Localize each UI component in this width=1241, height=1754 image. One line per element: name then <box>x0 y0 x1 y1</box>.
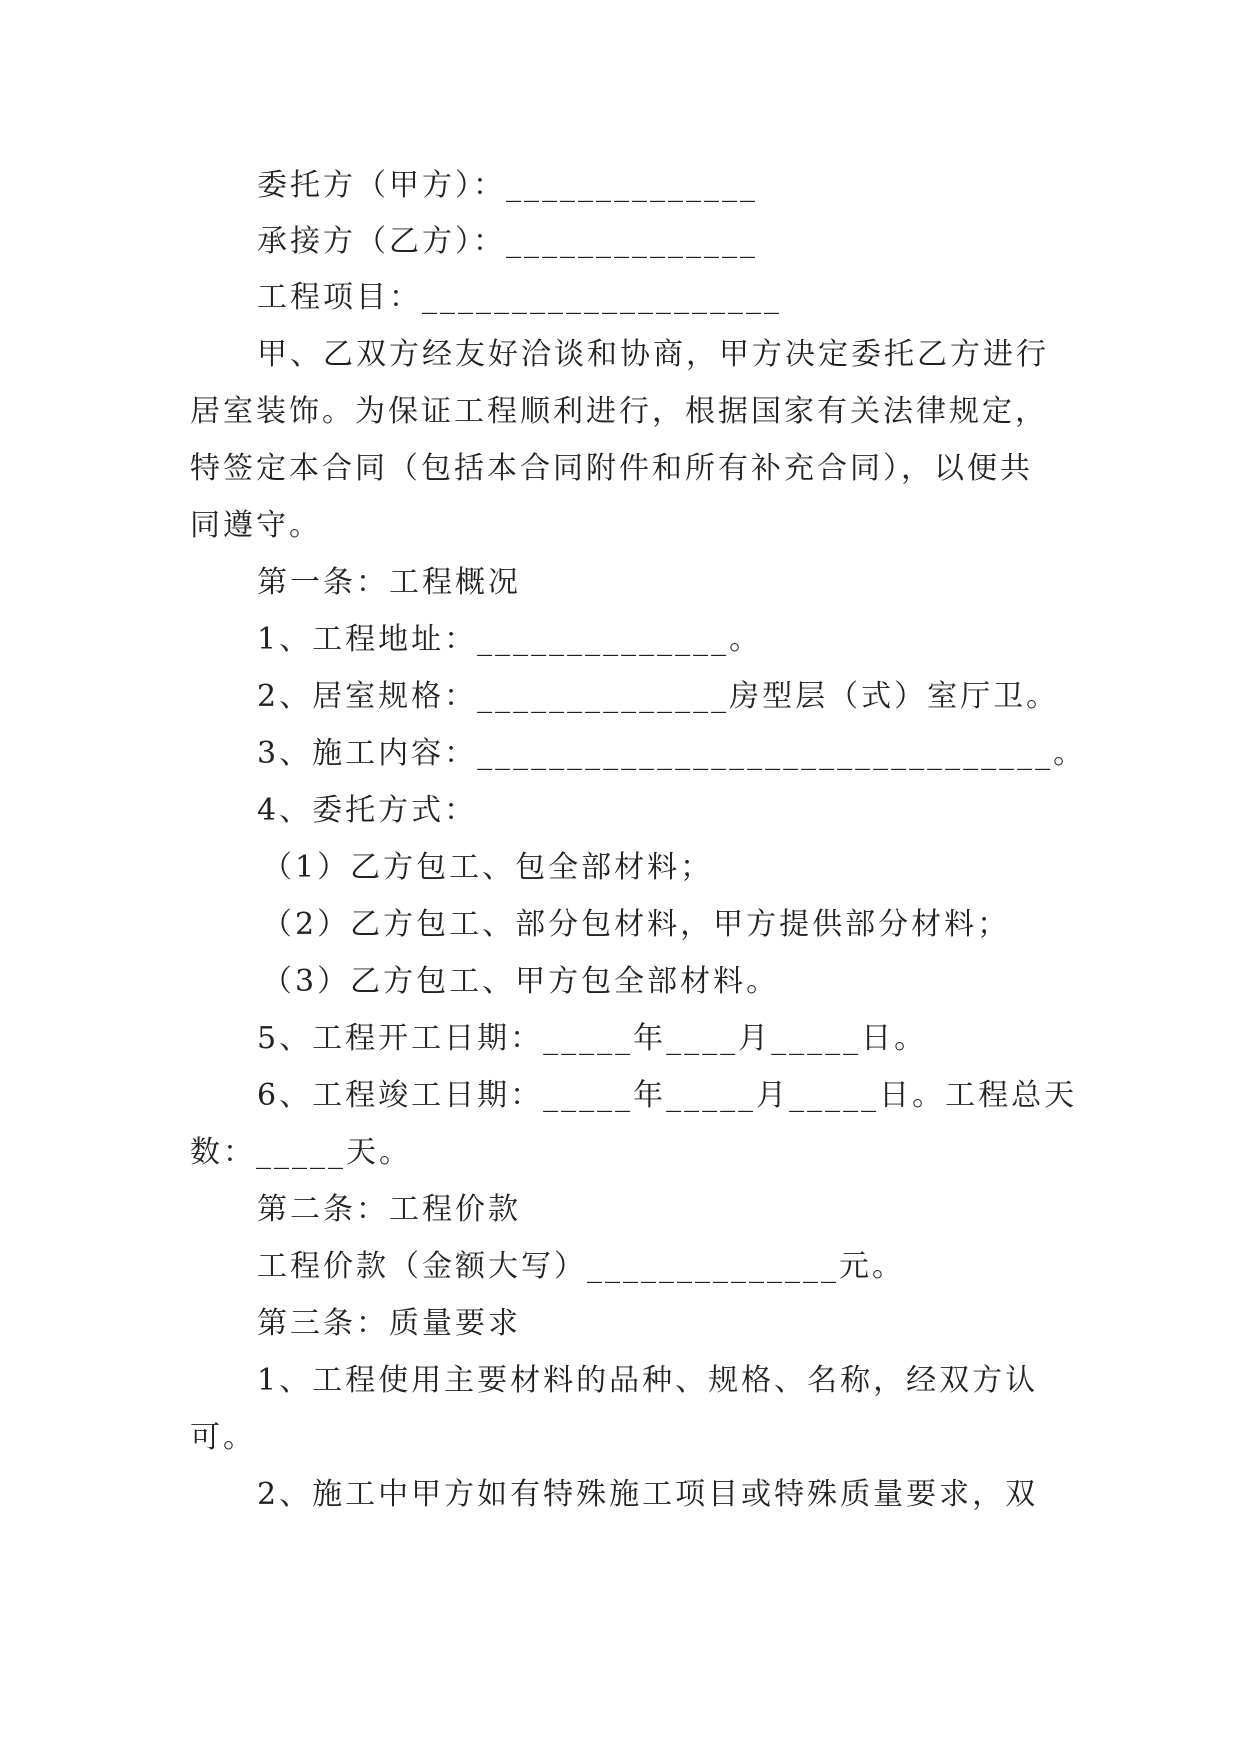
commission-option-2: （2）乙方包工、部分包材料，甲方提供部分材料； <box>262 907 1011 942</box>
intro-paragraph-line-2: 居室装饰。为保证工程顺利进行，根据国家有关法律规定， <box>190 394 1048 429</box>
intro-paragraph-line-3: 特签定本合同（包括本合同附件和所有补充合同），以便共 <box>190 451 1033 486</box>
article-2-heading: 第二条：工程价款 <box>257 1192 521 1227</box>
start-date-line: 5、工程开工日期：_____年____月_____日。 <box>257 1021 928 1056</box>
commission-option-3: （3）乙方包工、甲方包全部材料。 <box>262 964 780 999</box>
quality-item-1-line-2: 可。 <box>190 1420 256 1455</box>
client-party-line: 委托方（甲方）：______________ <box>257 168 758 203</box>
quality-item-1-line-1: 1、工程使用主要材料的品种、规格、名称，经双方认 <box>257 1363 1039 1398</box>
project-line: 工程项目：____________________ <box>257 280 782 315</box>
commission-method-line: 4、委托方式： <box>257 793 478 828</box>
construction-content-line: 3、施工内容：________________________________。 <box>257 736 1087 771</box>
contractor-party-line: 承接方（乙方）：______________ <box>257 224 758 259</box>
intro-paragraph-line-4: 同遵守。 <box>190 508 322 543</box>
intro-paragraph-line-1: 甲、乙双方经友好洽谈和协商，甲方决定委托乙方进行 <box>257 337 1049 372</box>
commission-option-1: （1）乙方包工、包全部材料； <box>262 850 714 885</box>
contract-price-line: 工程价款（金额大写）______________元。 <box>257 1249 905 1284</box>
article-3-heading: 第三条：质量要求 <box>257 1306 521 1341</box>
completion-date-line: 6、工程竣工日期：_____年_____月_____日。工程总天 <box>257 1078 1078 1113</box>
quality-item-2-line-1: 2、施工中甲方如有特殊施工项目或特殊质量要求，双 <box>257 1477 1039 1512</box>
project-address-line: 1、工程地址：______________。 <box>257 622 763 657</box>
room-spec-line: 2、居室规格：______________房型层（式）室厅卫。 <box>257 679 1060 714</box>
article-1-heading: 第一条：工程概况 <box>257 565 521 600</box>
total-days-line: 数：_____天。 <box>190 1135 412 1170</box>
